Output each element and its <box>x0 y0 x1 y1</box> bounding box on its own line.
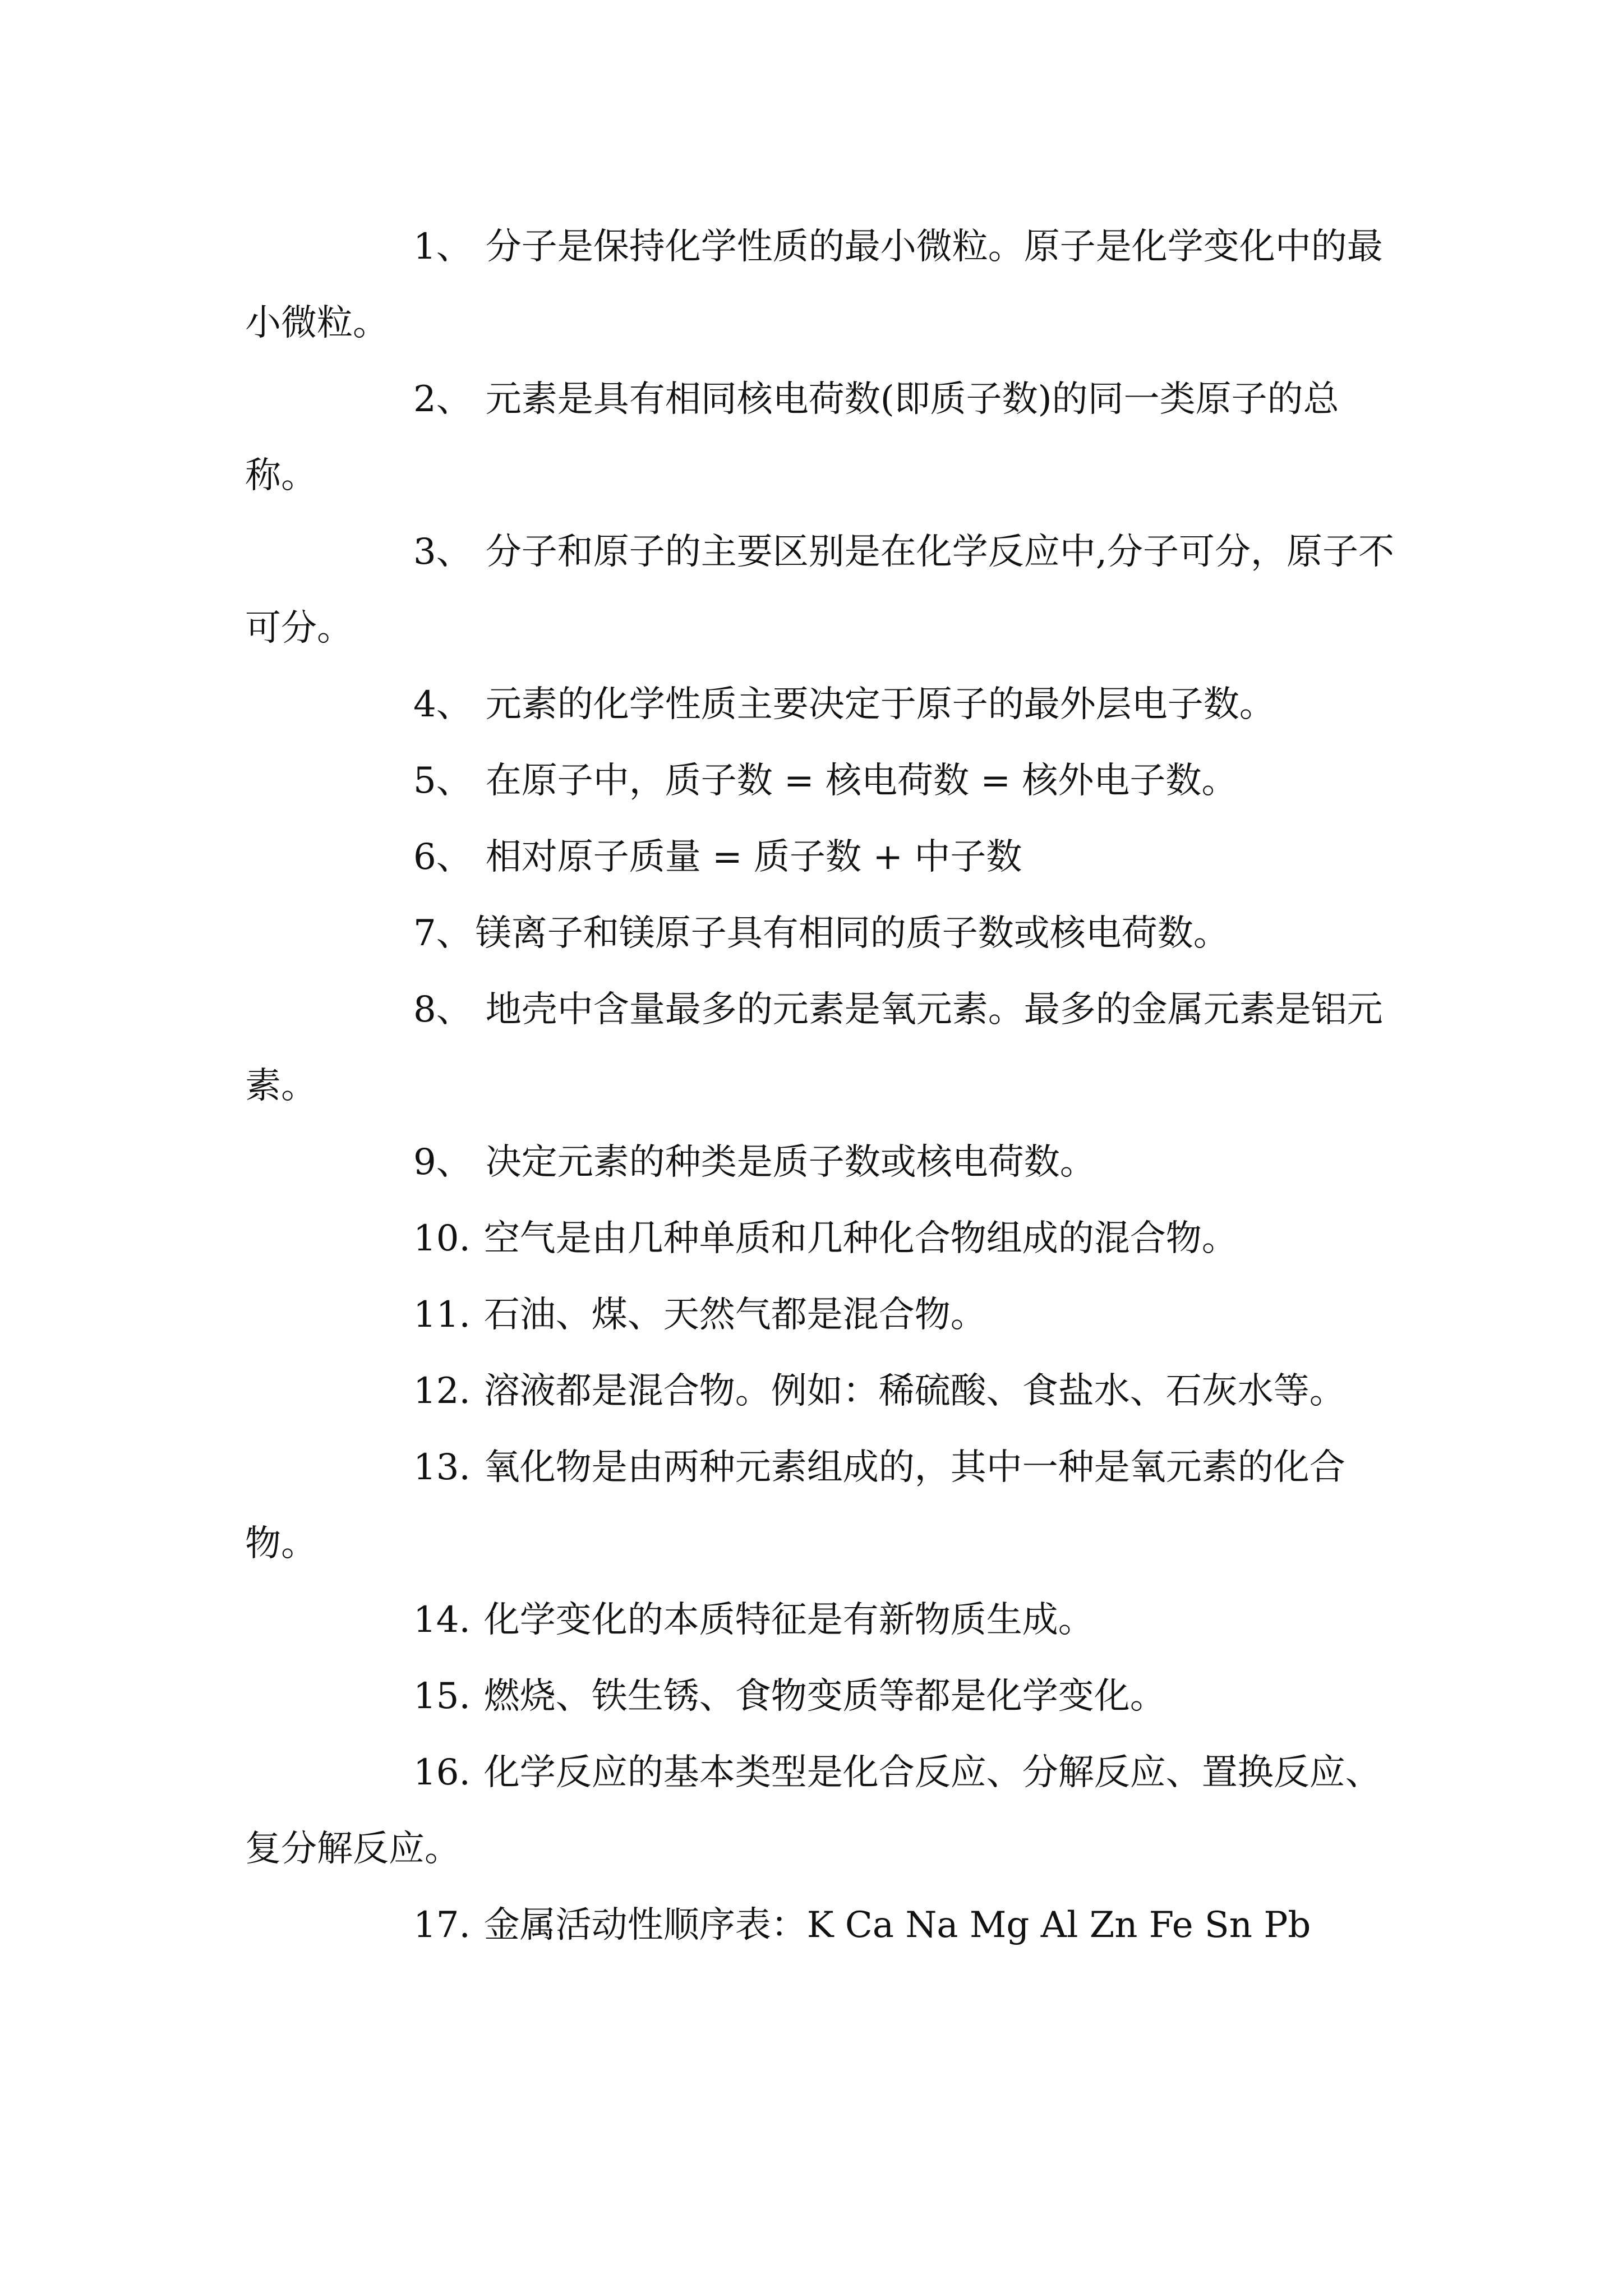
item-number: 12. <box>413 1370 471 1412</box>
item-text: 在原子中，质子数 = 核电荷数 = 核外电子数。 <box>485 760 1238 802</box>
item-number: 13. <box>413 1447 471 1488</box>
list-item <box>245 1200 1400 1277</box>
item-text: 元素的化学性质主要决定于原子的最外层电子数。 <box>485 684 1275 725</box>
item-number: 14. <box>413 1599 471 1641</box>
item-number: 17. <box>413 1904 471 1946</box>
item-text: 镁离子和镁原子具有相同的质子数或核电荷数。 <box>475 913 1229 954</box>
item-text: 燃烧、铁生锈、食物变质等都是化学变化。 <box>483 1676 1166 1717</box>
item-text: 分子是保持化学性质的最小微粒。原子是化学变化中的最小微粒。 <box>245 226 1383 344</box>
item-number: 16. <box>413 1752 471 1793</box>
list-item <box>245 1277 1400 1353</box>
list-item <box>245 819 1400 895</box>
list-item <box>245 1353 1400 1429</box>
item-text: 空气是由几种单质和几种化合物组成的混合物。 <box>483 1218 1238 1259</box>
item-text: 地壳中含量最多的元素是氧元素。最多的金属元素是铝元素。 <box>245 989 1383 1107</box>
list-item <box>245 1429 1400 1582</box>
item-number: 10. <box>413 1218 471 1259</box>
item-text: 金属活动性顺序表：K Ca Na Mg Al Zn Fe Sn Pb <box>483 1904 1311 1946</box>
item-number: 1、 <box>413 226 472 268</box>
item-text: 分子和原子的主要区别是在化学反应中,分子可分，原子不可分。 <box>245 531 1395 649</box>
item-text: 氧化物是由两种元素组成的，其中一种是氧元素的化合物。 <box>245 1447 1345 1565</box>
item-text: 化学反应的基本类型是化合反应、分解反应、置换反应、复分解反应。 <box>245 1752 1381 1870</box>
list-item <box>245 361 1400 514</box>
list-item <box>245 1582 1400 1658</box>
list-item <box>245 209 1400 361</box>
item-number: 6、 <box>413 836 472 878</box>
item-number: 3、 <box>413 531 472 573</box>
list-item <box>245 1658 1400 1734</box>
list-item <box>245 895 1400 972</box>
list-item <box>245 1734 1400 1887</box>
document-body <box>245 209 1400 1963</box>
item-text: 相对原子质量 = 质子数 + 中子数 <box>485 836 1022 878</box>
list-item <box>245 666 1400 743</box>
item-number: 11. <box>413 1294 471 1336</box>
item-number: 7、 <box>413 913 472 954</box>
item-text: 元素是具有相同核电荷数(即质子数)的同一类原子的总称。 <box>245 379 1339 496</box>
item-number: 9、 <box>413 1142 472 1183</box>
item-number: 2、 <box>413 379 472 420</box>
list-item <box>245 972 1400 1124</box>
item-text: 决定元素的种类是质子数或核电荷数。 <box>485 1142 1096 1183</box>
list-item <box>245 1124 1400 1200</box>
list-item <box>245 514 1400 666</box>
item-number: 4、 <box>413 684 472 725</box>
list-item <box>245 743 1400 819</box>
item-text: 溶液都是混合物。例如：稀硫酸、食盐水、石灰水等。 <box>483 1370 1345 1412</box>
item-number: 5、 <box>413 760 472 802</box>
item-number: 15. <box>413 1676 471 1717</box>
item-text: 石油、煤、天然气都是混合物。 <box>483 1294 986 1336</box>
item-text: 化学变化的本质特征是有新物质生成。 <box>483 1599 1094 1641</box>
list-item <box>245 1887 1400 1963</box>
item-number: 8、 <box>413 989 472 1030</box>
